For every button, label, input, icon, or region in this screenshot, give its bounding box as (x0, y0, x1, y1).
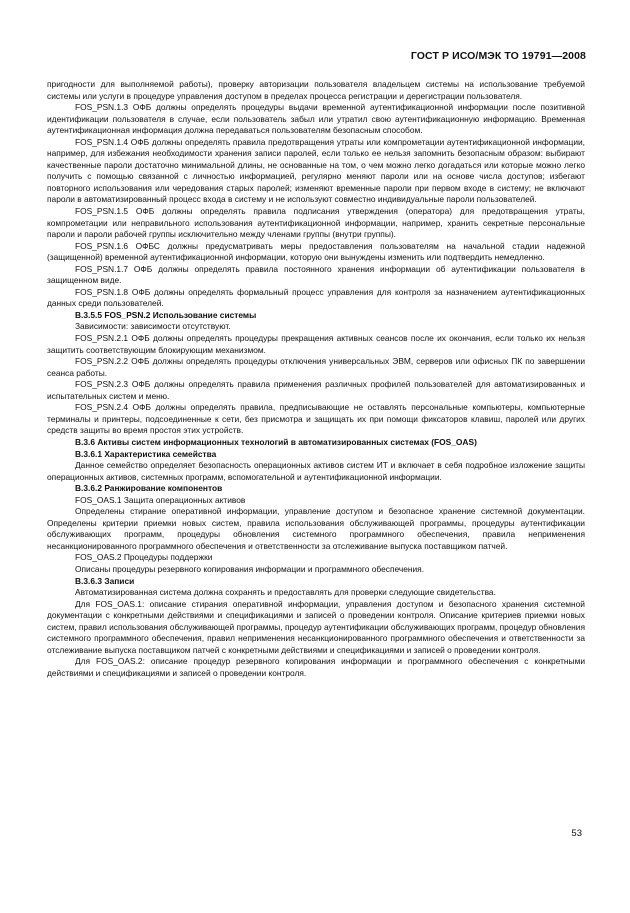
paragraph: пригодности для выполняемой работы), проверку авторизации пользователя владельцем системы на использование требуемой системы или услуги в процедуре управления доступом в пределах процесса регистрации и дерегистрации пользователя. (47, 79, 585, 101)
paragraph: Зависимости: зависимости отсутствуют. (75, 321, 231, 332)
paragraph: Для FOS_OAS.1: описание стирания оперативной информации, управления доступом и безопасного хранения системной документации с конкретными действиями и спецификациями и записей о проведении контроля. Описание критериев приемки новых систем, правил использования обслуживающей программы, процедур аутентификации обслуживающих программ, процедур обновления системного программного обеспечения, правил неприменения несанкционированного программного обеспечения и ответственности за отслеживание выпуска поставщиком патчей с конкретными действиями и спецификациями и записей о проведении контроля. (47, 598, 585, 655)
paragraph: FOS_PSN.1.6 ОФБС должны предусматривать меры предоставления пользователям на начальной стадии надежной (защищенной) временной аутентификационной информации, которую они вынуждены изменить или подтвердить немедленно. (47, 240, 585, 263)
section-heading: В.3.5.5 FOS_PSN.2 Использование системы (75, 309, 257, 320)
section-heading: В.3.6.2 Ранжирование компонентов (75, 483, 223, 494)
page-number: 53 (571, 828, 582, 839)
paragraph: FOS_OAS.1 Защита операционных активов (75, 494, 246, 505)
paragraph: FOS_PSN.2.4 ОФБ должны определять правила, предписывающие не оставлять персональные компьютеры, компьютерные терминалы и принтеры, подсоединенные к сети, без присмотра и защищать их при помощи фиксаторов клавиш, паролей или других средств защиты во время простоя этих устройств. (47, 402, 585, 436)
section-heading: В.3.6.3 Записи (75, 575, 135, 586)
paragraph: FOS_PSN.2.2 ОФБ должны определять процедуры отключения универсальных ЭВМ, серверов или офисных ПК по завершении сеанса работы. (47, 356, 585, 378)
document-header: ГОСТ Р ИСО/МЭК ТО 19791—2008 (410, 50, 586, 62)
paragraph: FOS_PSN.1.8 ОФБ должны определять формальный процесс управления для контроля за назначением аутентификационных данных среди пользователей. (47, 286, 585, 309)
document-body (47, 79, 585, 679)
paragraph: Данное семейство определяет безопасность операционных активов систем ИТ и включает в себя подробное изложение защиты операционных активов, системных программ, вспомогательной и аутентификационной информации. (47, 460, 585, 482)
paragraph: FOS_OAS.2 Процедуры поддержки (75, 552, 213, 563)
paragraph: FOS_PSN.2.1 ОФБ должны определять процедуры прекращения активных сеансов после их окончания, если только их нельзя защитить соответствующим блокирующим механизмом. (47, 333, 585, 355)
section-heading: В.3.6.1 Характеристика семейства (75, 448, 217, 459)
paragraph: Описаны процедуры резервного копирования информации и программного обеспечения. (75, 563, 425, 574)
paragraph: FOS_PSN.1.4 ОФБ должны определять правила предотвращения утраты или компрометации аутентификационной информации, например, для избежания необходимости хранения записи паролей, если только ее нельзя запомнить безопасным образом: выбирают качественные пароли достаточно минимальной длины, не основанные на том, о чем можно легко догадаться или которые можно легко получить с помощью связанной с личностью информацией, регулярно меняют пароли или на основе числа доступов; избегают повторного использования или чередования старых паролей; изменяют временные пароли при первом входе в систему; не включают пароли в автоматизированный процесс входа в систему и не используют совместно индивидуальные пароли пользователей. (47, 136, 586, 205)
paragraph: FOS_PSN.1.5 ОФБ должны определять правила подписания утверждения (оператора) для предотвращения утраты, компрометации или неправильного использования аутентификационной информации, например, хранить секретные персональные пароли и пароли рабочей группы исключительно между членами группы (внутри группы). (47, 206, 585, 240)
paragraph: FOS_PSN.1.7 ОФБ должны определять правила постоянного хранения информации об аутентификации пользователя в защищенном виде. (47, 263, 585, 286)
paragraph: Для FOS_OAS.2: описание процедур резервного копирования информации и программного обеспечения с конкретными действиями и спецификациями и записей о проведении контроля. (47, 656, 585, 678)
paragraph: Автоматизированная система должна сохранять и предоставлять для проверки следующие свидетельства. (75, 587, 496, 598)
section-heading: В.3.6 Активы систем информационных технологий в автоматизированных системах (FOS_OAS) (75, 436, 477, 447)
paragraph: FOS_PSN.2.3 ОФБ должны определять правила применения различных профилей пользователей для автоматизированных и испытательных систем и меню. (47, 379, 585, 401)
paragraph: FOS_PSN.1.3 ОФБ должны определять процедуры выдачи временной аутентификационной информации после позитивной идентификации пользователя в случае, если пользователь забыл или утратил свою аутентификационную информацию. Временная аутентификационная информация должна передаваться пользователям безопасным способом. (47, 102, 585, 136)
paragraph: Определены стирание оперативной информации, управление доступом и безопасное хранение системной документации. Определены критерии приемки новых систем, правила использования обслуживающей программы, процедуры аутентификации обслуживающих программ, процедуры обновления системного программного обеспечения, правила неприменения несанкционированного программного обеспечения и ответственности за отслеживание выпуска поставщиком патчей. (47, 506, 585, 551)
